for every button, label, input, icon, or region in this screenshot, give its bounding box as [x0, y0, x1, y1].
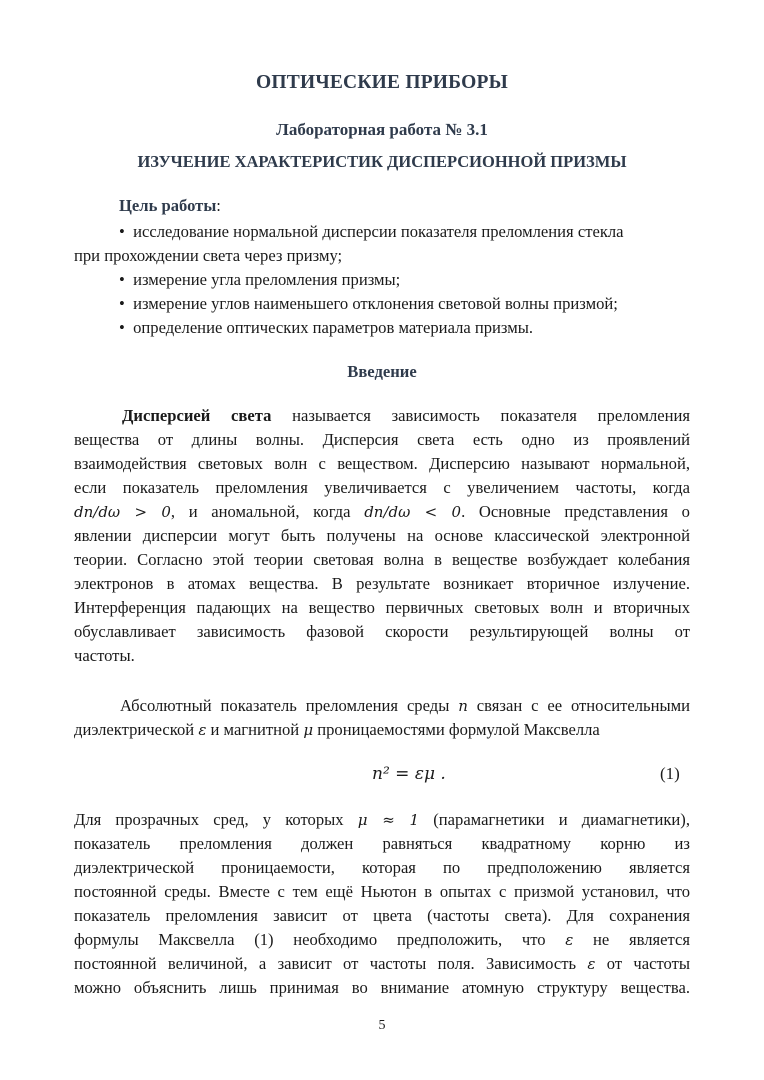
para3-line-8: можно объяснить лишь принимая во внимание атомную структуру вещества.: [74, 978, 690, 997]
page-title: ОПТИЧЕСКИЕ ПРИБОРЫ: [256, 72, 508, 93]
goal-heading: [119, 196, 221, 216]
intro-line-5: [74, 500, 690, 524]
bullet-glyph: •: [119, 318, 125, 337]
para3-line-3: диэлектрической проницаемости, которая по предположению является: [74, 858, 690, 877]
para3-text: формулы Максвелла (1) необходимо предположить, что: [74, 930, 566, 949]
para3-line-2: показатель преломления должен равняться квадратному корню из: [74, 834, 690, 853]
para2-line-1: [74, 694, 690, 718]
para2-text: диэлектрической: [74, 720, 199, 739]
intro-line-text: . Основные представления о: [461, 502, 690, 521]
math-epsilon: ε: [565, 931, 574, 949]
goal-label: Цель работы: [119, 196, 217, 215]
math-mu-approx: μ ≈ 1: [357, 811, 420, 829]
math-mu: μ: [303, 721, 314, 739]
intro-line-9: Интерференция падающих на вещество первичных световых волн и вторичных: [74, 598, 690, 617]
lab-title: ИЗУЧЕНИЕ ХАРАКТЕРИСТИК ДИСПЕРСИОННОЙ ПРИЗМЫ: [137, 152, 627, 171]
equation-number: (1): [660, 764, 680, 783]
para3-line-5: показатель преломления зависит от цвета (частоты света). Для сохранения: [74, 906, 690, 925]
bullet-glyph: •: [119, 270, 125, 289]
para3-text: Для прозрачных сред, у которых: [74, 810, 358, 829]
intro-line-1: [74, 404, 690, 428]
para3-line-4: постоянной среды. Вместе с тем ещё Ньютон в опытах с призмой установил, что: [74, 882, 690, 901]
goal-item-text: измерение углов наименьшего отклонения световой волны призмой;: [133, 294, 618, 313]
para3-text: (парамагнетики и диамагнетики),: [419, 810, 690, 829]
goal-item-3: [119, 292, 618, 316]
intro-line-4: если показатель преломления увеличивается с увеличением частоты, когда: [74, 478, 690, 497]
goal-item-4: [119, 316, 533, 340]
lab-number: Лабораторная работа № 3.1: [276, 120, 488, 139]
intro-line-2: вещества от длины волны. Дисперсия света есть одно из проявлений: [74, 430, 690, 449]
math-epsilon: ε: [198, 721, 207, 739]
intro-term: Дисперсией света: [122, 406, 272, 425]
para3-line-1: [74, 808, 690, 832]
para3-text: от частоты: [595, 954, 691, 973]
goal-item-1: [119, 220, 624, 244]
para2-text: проницаемостями формулой Максвелла: [313, 720, 600, 739]
para3-text: постоянной величиной, а зависит от частоты поля. Зависимость: [74, 954, 588, 973]
para3-text: не является: [573, 930, 690, 949]
para3-line-6: [74, 928, 690, 952]
goal-item-2: [119, 268, 400, 292]
bullet-glyph: •: [119, 294, 125, 313]
para2-line-2: [74, 718, 690, 742]
intro-line-3: взаимодействия световых волн с веществом. Дисперсию называют нормальной,: [74, 454, 690, 473]
para2-text: и магнитной: [206, 720, 304, 739]
math-n: n: [458, 697, 468, 715]
para3-line-7: [74, 952, 690, 976]
intro-line-6: явлении дисперсии могут быть получены на основе классической электронной: [74, 526, 690, 545]
intro-line-11: частоты.: [74, 646, 135, 665]
para2-text: Абсолютный показатель преломления среды: [120, 696, 459, 715]
goal-colon: :: [216, 196, 221, 215]
intro-line-8: электронов в атомах вещества. В результате возникает вторичное излучение.: [74, 574, 690, 593]
intro-line-10: обуславливает зависимость фазовой скорости результирующей волны от: [74, 622, 690, 641]
bullet-glyph: •: [119, 222, 125, 241]
intro-line-text: , и аномальной, когда: [170, 502, 365, 521]
intro-line-7: теории. Согласно этой теории световая волна в веществе возбуждает колебания: [74, 550, 690, 569]
para2-text: связан с ее относительными: [467, 696, 690, 715]
goal-item-1-cont: при прохождении света через призму;: [74, 246, 343, 265]
math-epsilon: ε: [587, 955, 596, 973]
page-number: 5: [378, 1018, 386, 1033]
math-dn-dw-positive: dn/dω > 0: [74, 503, 171, 521]
goal-item-text: определение оптических параметров материала призмы.: [133, 318, 534, 337]
math-dn-dw-negative: dn/dω < 0: [364, 503, 462, 521]
goal-item-text: измерение угла преломления призмы;: [133, 270, 401, 289]
maxwell-equation: n² = εμ .: [372, 764, 446, 784]
intro-heading: Введение: [347, 362, 417, 381]
intro-line-text: называется зависимость показателя преломления: [271, 406, 690, 425]
goal-item-text: исследование нормальной дисперсии показателя преломления стекла: [133, 222, 624, 241]
